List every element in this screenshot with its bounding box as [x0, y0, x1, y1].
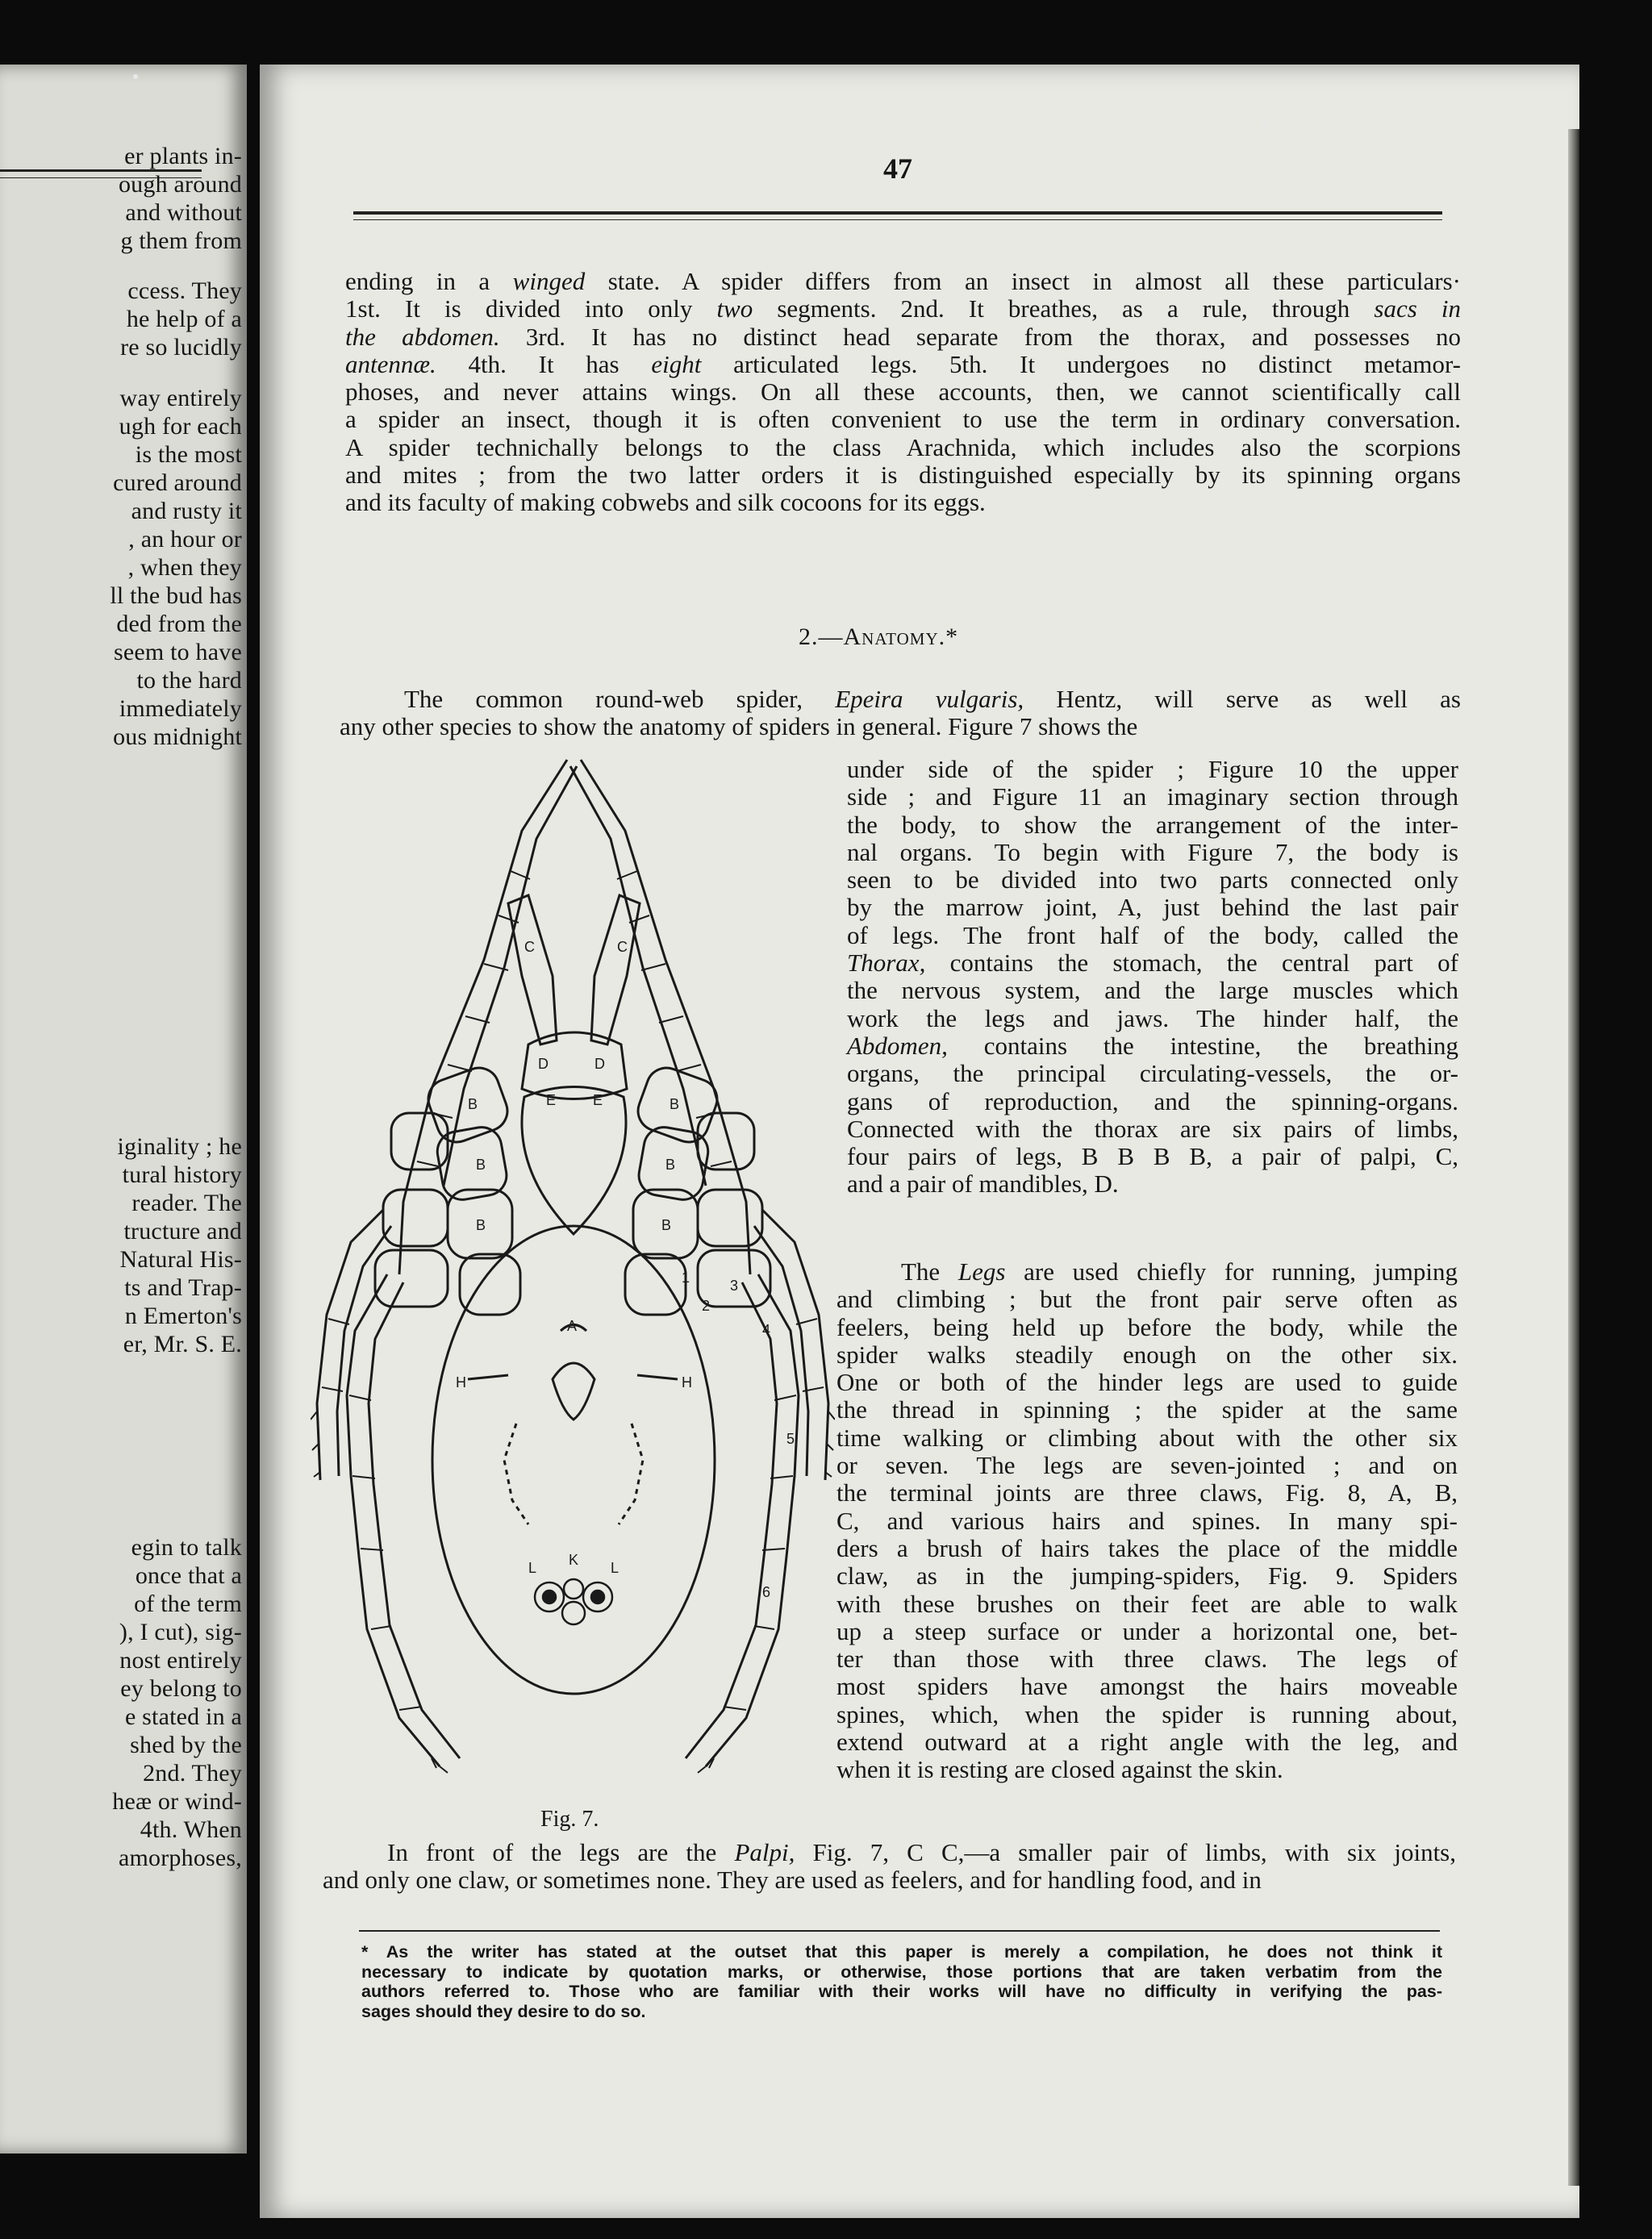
left-page-line: shed by the — [130, 1732, 242, 1758]
palpus-right — [591, 895, 640, 1044]
left-page-line: seem to have — [113, 639, 242, 665]
text-run: under side of the spider ; Figure 10 the upper — [847, 755, 1458, 783]
palpi-paragraph — [323, 1839, 1456, 1895]
anatomy-column-line — [847, 1088, 1458, 1115]
text-run: and only one claw, or sometimes none. They are used as feelers, and for handling food, and in — [323, 1866, 1262, 1895]
anatomy-column-line — [847, 839, 1458, 866]
spider-figure — [311, 750, 835, 1819]
anatomy-column-line — [847, 783, 1458, 811]
text-run: up a steep surface or under a horizontal one, bet- — [836, 1616, 1458, 1645]
text-run: with these brushes on their feet are able to walk — [836, 1589, 1458, 1618]
sternum — [522, 1087, 626, 1235]
legs-column-line — [836, 1341, 1458, 1369]
text-run: ders a brush of hairs takes the place of the middle — [836, 1533, 1458, 1562]
italic-run: winged — [512, 267, 586, 295]
footnote — [361, 1942, 1442, 2021]
front-leg-left-inner — [444, 766, 577, 1186]
label-B-3: B — [476, 1217, 486, 1233]
label-B-2: B — [476, 1157, 486, 1173]
anatomy-column-line — [847, 977, 1458, 1004]
intro-line — [345, 323, 1461, 351]
anatomy-column-line — [847, 811, 1458, 839]
text-run: organs, the principal circulating-vessels, the or- — [847, 1059, 1458, 1088]
text-run: ter than those with three claws. The legs of — [836, 1645, 1458, 1674]
label-B-6: B — [661, 1217, 672, 1233]
text-run: of legs. The front half of the body, called the — [847, 920, 1458, 949]
text-run: the thread in spinning ; the spider at the same — [836, 1395, 1458, 1424]
text-run: are used chiefly for running, jumping — [1005, 1257, 1458, 1286]
anatomy-full-line — [340, 686, 1461, 713]
label-E-right: E — [593, 1092, 603, 1108]
intro-line — [345, 295, 1461, 323]
text-run: or seven. The legs are seven-jointed ; and on — [836, 1451, 1458, 1480]
text-run: 3rd. It has no distinct head separate from the thorax, and possesses no — [499, 322, 1461, 351]
label-L-left: L — [528, 1560, 537, 1576]
left-page-line: immediately — [119, 695, 242, 722]
page-edge — [1568, 129, 1579, 2186]
section-heading — [799, 623, 958, 651]
label-B-5: B — [665, 1157, 676, 1173]
text-run: and mites ; from the two latter orders it is distinguished especially by its spinning organs — [345, 461, 1461, 490]
left-page-line: reader. The — [131, 1190, 242, 1216]
text-run: 4th. It has — [436, 349, 652, 378]
label-6: 6 — [762, 1584, 771, 1600]
italic-run: Abdomen, — [847, 1031, 948, 1060]
anatomy-column-line — [847, 866, 1458, 894]
palpi-full-line — [323, 1866, 1456, 1894]
left-page-line: and without — [125, 199, 242, 226]
left-page-line: nost entirely — [119, 1647, 242, 1674]
label-5: 5 — [786, 1431, 795, 1447]
left-page-line: is the most — [135, 441, 242, 468]
text-run: the nervous system, and the large muscles which — [847, 976, 1458, 1005]
text-run: phoses, and never attains wings. On all these accounts, then, we cannot scientifically call — [345, 377, 1461, 407]
figure-caption: Fig. 7. — [540, 1807, 599, 1832]
text-run: four pairs of legs, B B B B, a pair of palpi, C, — [847, 1142, 1458, 1171]
text-run: by the marrow joint, A, just behind the last pair — [847, 893, 1458, 922]
text-run: gans of reproduction, and the spinning-organs. — [847, 1086, 1458, 1115]
left-page-line: tructure and — [123, 1218, 242, 1245]
text-run: time walking or climbing about with the other six — [836, 1423, 1458, 1452]
lung-slit-left — [468, 1375, 508, 1379]
intro-line — [345, 489, 1461, 516]
legs-column-line — [836, 1728, 1458, 1756]
legs-column-line — [836, 1591, 1458, 1618]
legs-column-line — [836, 1424, 1458, 1452]
legs-column-line — [836, 1396, 1458, 1424]
text-run: a spider an insect, though it is often convenient to use the term in ordinary conversation. — [345, 405, 1461, 434]
anatomy-column-line — [847, 1032, 1458, 1060]
text-run: The — [901, 1257, 958, 1286]
text-run: and a pair of mandibles, D. — [847, 1170, 1119, 1199]
text-run: feelers, being held up before the body, while the — [836, 1312, 1458, 1341]
intro-line — [345, 406, 1461, 433]
left-page-line: n Emerton's — [124, 1303, 242, 1329]
scan-speck — [1262, 121, 1267, 126]
label-1: 1 — [682, 1270, 690, 1286]
left-page-line: ey belong to — [120, 1675, 242, 1702]
label-B-1: B — [468, 1096, 478, 1112]
leg-left-2-b — [337, 1226, 391, 1476]
left-page-line: amorphoses, — [118, 1845, 242, 1871]
footnote-line: sages should they desire to do so. — [361, 2001, 646, 2021]
text-run: spider walks steadily enough on the other six. — [836, 1340, 1458, 1369]
label-A: A — [567, 1318, 578, 1334]
leg-right-2-b — [754, 1226, 808, 1476]
label-L-right: L — [611, 1560, 620, 1576]
legs-column-line — [836, 1314, 1458, 1341]
text-run: nal organs. To begin with Figure 7, the body is — [847, 837, 1458, 866]
legs-column-line — [836, 1258, 1458, 1286]
anatomy-column-line — [847, 949, 1458, 977]
left-page-line: e stated in a — [124, 1703, 242, 1730]
legs-paragraph — [836, 1258, 1458, 1784]
text-run: state. A spider differs from an insect in almost all these particulars· — [585, 267, 1461, 295]
text-run: The common round-web spider, — [404, 685, 836, 713]
left-page-line: heæ or wind- — [112, 1788, 242, 1815]
palpus-left — [508, 895, 557, 1044]
anatomy-column-line — [847, 1143, 1458, 1170]
text-run: the body, to show the arrangement of the inter- — [847, 810, 1458, 839]
text-run: articulated legs. 5th. It undergoes no distinct metamor- — [701, 349, 1461, 378]
italic-run: Legs — [957, 1257, 1006, 1286]
epigynum — [553, 1363, 594, 1420]
left-page-line: er, Mr. S. E. — [123, 1331, 242, 1357]
left-page-line: way entirely — [119, 385, 242, 411]
intro-line — [345, 434, 1461, 461]
text-run: One or both of the hinder legs are used to guide — [836, 1368, 1458, 1397]
left-page-line: egin to talk — [131, 1534, 242, 1561]
legs-column-line — [836, 1535, 1458, 1562]
left-page-line: he help of a — [126, 306, 242, 332]
legs-column-line — [836, 1286, 1458, 1313]
text-run: 1st. It is divided into only — [345, 294, 717, 323]
text-run: seen to be divided into two parts connected only — [847, 865, 1458, 894]
footnote-line: necessary to indicate by quotation marks, or otherwise, those portions that are taken verbatim from the — [361, 1962, 1442, 1982]
text-run: and its faculty of making cobwebs and silk cocoons for its eggs. — [345, 488, 986, 517]
label-C-left: C — [524, 939, 535, 955]
italic-run: eight — [651, 349, 702, 378]
left-page-line: ugh for each — [119, 413, 242, 440]
anatomy-full-line — [340, 713, 1461, 740]
intro-line — [345, 461, 1461, 489]
header-rule-thin — [353, 219, 1442, 220]
tracheal-mark-left — [504, 1424, 528, 1524]
text-run: claw, as in the jumping-spiders, Fig. 9. Spiders — [836, 1561, 1458, 1591]
leg-right-3 — [706, 1274, 799, 1766]
label-H-right: H — [682, 1374, 692, 1391]
legs-column-line — [836, 1562, 1458, 1590]
left-page-line: g them from — [120, 227, 242, 254]
legs-column-line — [836, 1618, 1458, 1645]
text-run: contains the intestine, the breathing — [947, 1031, 1458, 1060]
text-run: most spiders have amongst the hairs moveable — [836, 1672, 1458, 1701]
text-run: ending in a — [345, 267, 513, 295]
intro-line — [345, 378, 1461, 406]
left-page-line: ll the bud has — [110, 582, 242, 609]
leg-left-3 — [347, 1274, 440, 1766]
footnote-rule — [359, 1930, 1440, 1932]
text-run: work the legs and jaws. The hinder half, the — [847, 1003, 1458, 1032]
legs-column-line — [836, 1756, 1458, 1783]
anatomy-column-line — [847, 1115, 1458, 1143]
left-page-line: 2nd. They — [143, 1760, 242, 1787]
italic-run: antennæ. — [345, 349, 436, 378]
left-page-line: Natural His- — [119, 1246, 242, 1273]
label-D-right: D — [594, 1056, 605, 1072]
left-page-line: once that a — [135, 1562, 242, 1589]
italic-run: two — [716, 294, 753, 323]
italic-run: Epeira vulgaris, — [835, 685, 1024, 713]
legs-column-line — [836, 1645, 1458, 1673]
text-run: spines, which, when the spider is running about, — [836, 1699, 1458, 1728]
left-page-line: ded from the — [116, 611, 242, 637]
left-page-line: ough around — [118, 171, 242, 198]
spider-underside-illustration — [311, 750, 835, 1819]
lung-slit-right — [637, 1375, 678, 1379]
intro-paragraph — [345, 268, 1461, 517]
anatomy-paragraph-intro — [340, 686, 1461, 741]
text-run: Connected with the thorax are six pairs of limbs, — [847, 1114, 1458, 1143]
italic-run: Palpi, — [734, 1838, 795, 1866]
page-number: 47 — [883, 152, 912, 185]
label-4: 4 — [762, 1322, 771, 1338]
text-run: extend outward at a right angle with the leg, and — [836, 1728, 1458, 1757]
left-page-line: 4th. When — [140, 1816, 242, 1843]
anatomy-column-line — [847, 922, 1458, 949]
text-run: C, and various hairs and spines. In many spi- — [836, 1506, 1458, 1535]
legs-column-line — [836, 1701, 1458, 1728]
text-run: the terminal joints are three claws, Fig. 8, A, B, — [836, 1478, 1458, 1507]
text-run: when it is resting are closed against the skin. — [836, 1755, 1283, 1784]
anatomy-column-line — [847, 894, 1458, 921]
legs-column-line — [836, 1507, 1458, 1535]
anatomy-column-line — [847, 1005, 1458, 1032]
left-page-line: to the hard — [136, 667, 242, 694]
label-K: K — [569, 1552, 579, 1568]
label-H-left: H — [456, 1374, 466, 1391]
left-page-line: , when they — [127, 554, 242, 581]
label-C-right: C — [617, 939, 628, 955]
palpi-full-line — [323, 1839, 1456, 1866]
left-page-line: , an hour or — [128, 526, 242, 552]
leg-left-3-b — [369, 1282, 460, 1758]
intro-line — [345, 351, 1461, 378]
spinnerets — [535, 1579, 612, 1624]
left-page-line: er plants in- — [124, 143, 242, 169]
legs-column-line — [836, 1369, 1458, 1396]
italic-run: the abdomen. — [345, 322, 500, 351]
text-run: contains the stomach, the central part of — [925, 949, 1458, 978]
intro-line — [345, 268, 1461, 295]
label-B-4: B — [670, 1096, 680, 1112]
text-run: segments. 2nd. It breathes, as a rule, through — [753, 294, 1375, 323]
left-page-line: of the term — [134, 1591, 242, 1617]
text-run: In front of the legs are the — [387, 1838, 735, 1866]
anatomy-column-line — [847, 1170, 1458, 1198]
tracheal-mark-right — [619, 1424, 643, 1524]
left-page-line: ccess. They — [127, 277, 242, 304]
footnote-line: * As the writer has stated at the outset that this paper is merely a compilation, he does not think it — [361, 1942, 1442, 1962]
legs-column-line — [836, 1479, 1458, 1507]
left-page-line: iginality ; he — [117, 1133, 242, 1160]
text-run: Hentz, will serve as well as — [1024, 685, 1461, 713]
left-page-line: ts and Trap- — [124, 1274, 242, 1301]
italic-run: Thorax, — [847, 949, 926, 978]
anatomy-column-line — [847, 756, 1458, 783]
front-leg-right-inner — [570, 766, 706, 1186]
legs-column-line — [836, 1452, 1458, 1479]
coxae-left — [375, 1062, 520, 1315]
footnote-line: authors referred to. Those who are familiar with their works will have no difficulty in verifying the pas- — [361, 1982, 1442, 2001]
text-run: and climbing ; but the front pair serve often as — [836, 1285, 1458, 1314]
left-page-line: re so lucidly — [120, 334, 242, 361]
anatomy-paragraph-column — [847, 756, 1458, 1199]
left-page-line: tural history — [122, 1161, 242, 1188]
text-run: Fig. 7, C C,—a smaller pair of limbs, with six joints, — [795, 1838, 1456, 1866]
text-run: any other species to show the anatomy of spiders in general. Figure 7 shows the — [340, 712, 1138, 741]
left-page-line: ), I cut), sig- — [119, 1619, 242, 1645]
label-2: 2 — [702, 1298, 711, 1314]
italic-run: sacs in — [1374, 294, 1461, 323]
left-page-line: and rusty it — [131, 498, 242, 524]
label-E-left: E — [546, 1092, 557, 1108]
left-facing-page — [0, 65, 247, 2154]
scan-speck — [133, 74, 138, 79]
coxae-right — [625, 1062, 770, 1315]
section-title: Anatomy.* — [843, 623, 959, 650]
label-D-left: D — [538, 1056, 549, 1072]
section-number: 2.— — [799, 623, 844, 650]
header-rule — [353, 211, 1442, 215]
label-3: 3 — [730, 1278, 739, 1294]
text-run: A spider technichally belongs to the class Arachnida, which includes also the scorpions — [345, 432, 1461, 461]
text-run: side ; and Figure 11 an imaginary section through — [847, 782, 1458, 811]
legs-column-line — [836, 1673, 1458, 1700]
left-page-line: cured around — [113, 469, 242, 496]
left-page-line: ous midnight — [113, 723, 242, 750]
anatomy-column-line — [847, 1060, 1458, 1087]
